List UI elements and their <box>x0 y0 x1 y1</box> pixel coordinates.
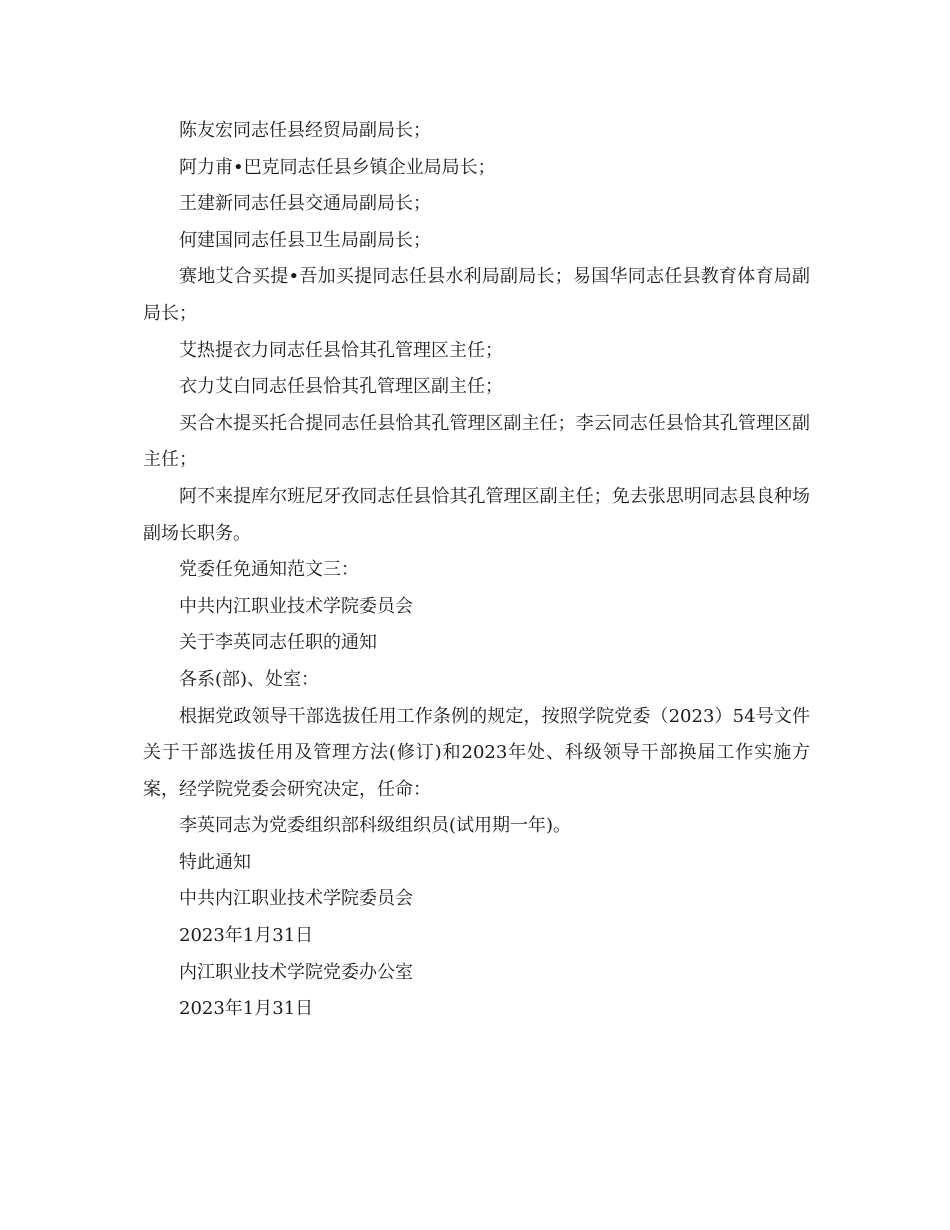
appointment-line: 李英同志为党委组织部科级组织员(试用期一年)。 <box>179 815 572 837</box>
paragraph: 买合木提买托合提同志任县恰其孔管理区副主任；李云同志任县恰其孔管理区副主任； <box>143 412 810 471</box>
paragraph: 衣力艾白同志任县恰其孔管理区副主任； <box>179 376 503 398</box>
addressee: 各系(部)、处室： <box>179 668 320 690</box>
paragraph: 阿力甫•巴克同志任县乡镇企业局局长； <box>179 156 496 178</box>
signature-office: 内江职业技术学院党委办公室 <box>179 961 413 983</box>
issuer-name: 中共内江职业技术学院委员会 <box>179 595 413 617</box>
paragraph: 王建新同志任县交通局副局长； <box>179 193 431 215</box>
closing-line: 特此通知 <box>179 851 251 873</box>
paragraph: 艾热提衣力同志任县恰其孔管理区主任； <box>179 339 503 361</box>
notice-title: 关于李英同志任职的通知 <box>179 632 377 654</box>
paragraph: 何建国同志任县卫生局副局长； <box>179 229 431 251</box>
notice-body: 根据党政领导干部选拔任用工作条例的规定，按照学院党委（2023）54号文件关于干部选拔任用及管理方法(修订)和2023年处、科级领导干部换届工作实施方案，经学院党委会研究决定，任命： <box>143 705 810 800</box>
signature-date: 2023年1月31日 <box>179 925 314 947</box>
paragraph: 赛地艾合买提•吾加买提同志任县水利局副局长；易国华同志任县教育体育局副局长； <box>143 266 810 324</box>
paragraph: 阿不来提库尔班尼牙孜同志任县恰其孔管理区副主任；免去张思明同志县良种场副场长职务。 <box>143 485 810 544</box>
section-heading: 党委任免通知范文三： <box>179 559 359 581</box>
signature-date: 2023年1月31日 <box>179 998 314 1020</box>
paragraph: 陈友宏同志任县经贸局副局长； <box>179 120 431 141</box>
signature-issuer: 中共内江职业技术学院委员会 <box>179 888 413 910</box>
